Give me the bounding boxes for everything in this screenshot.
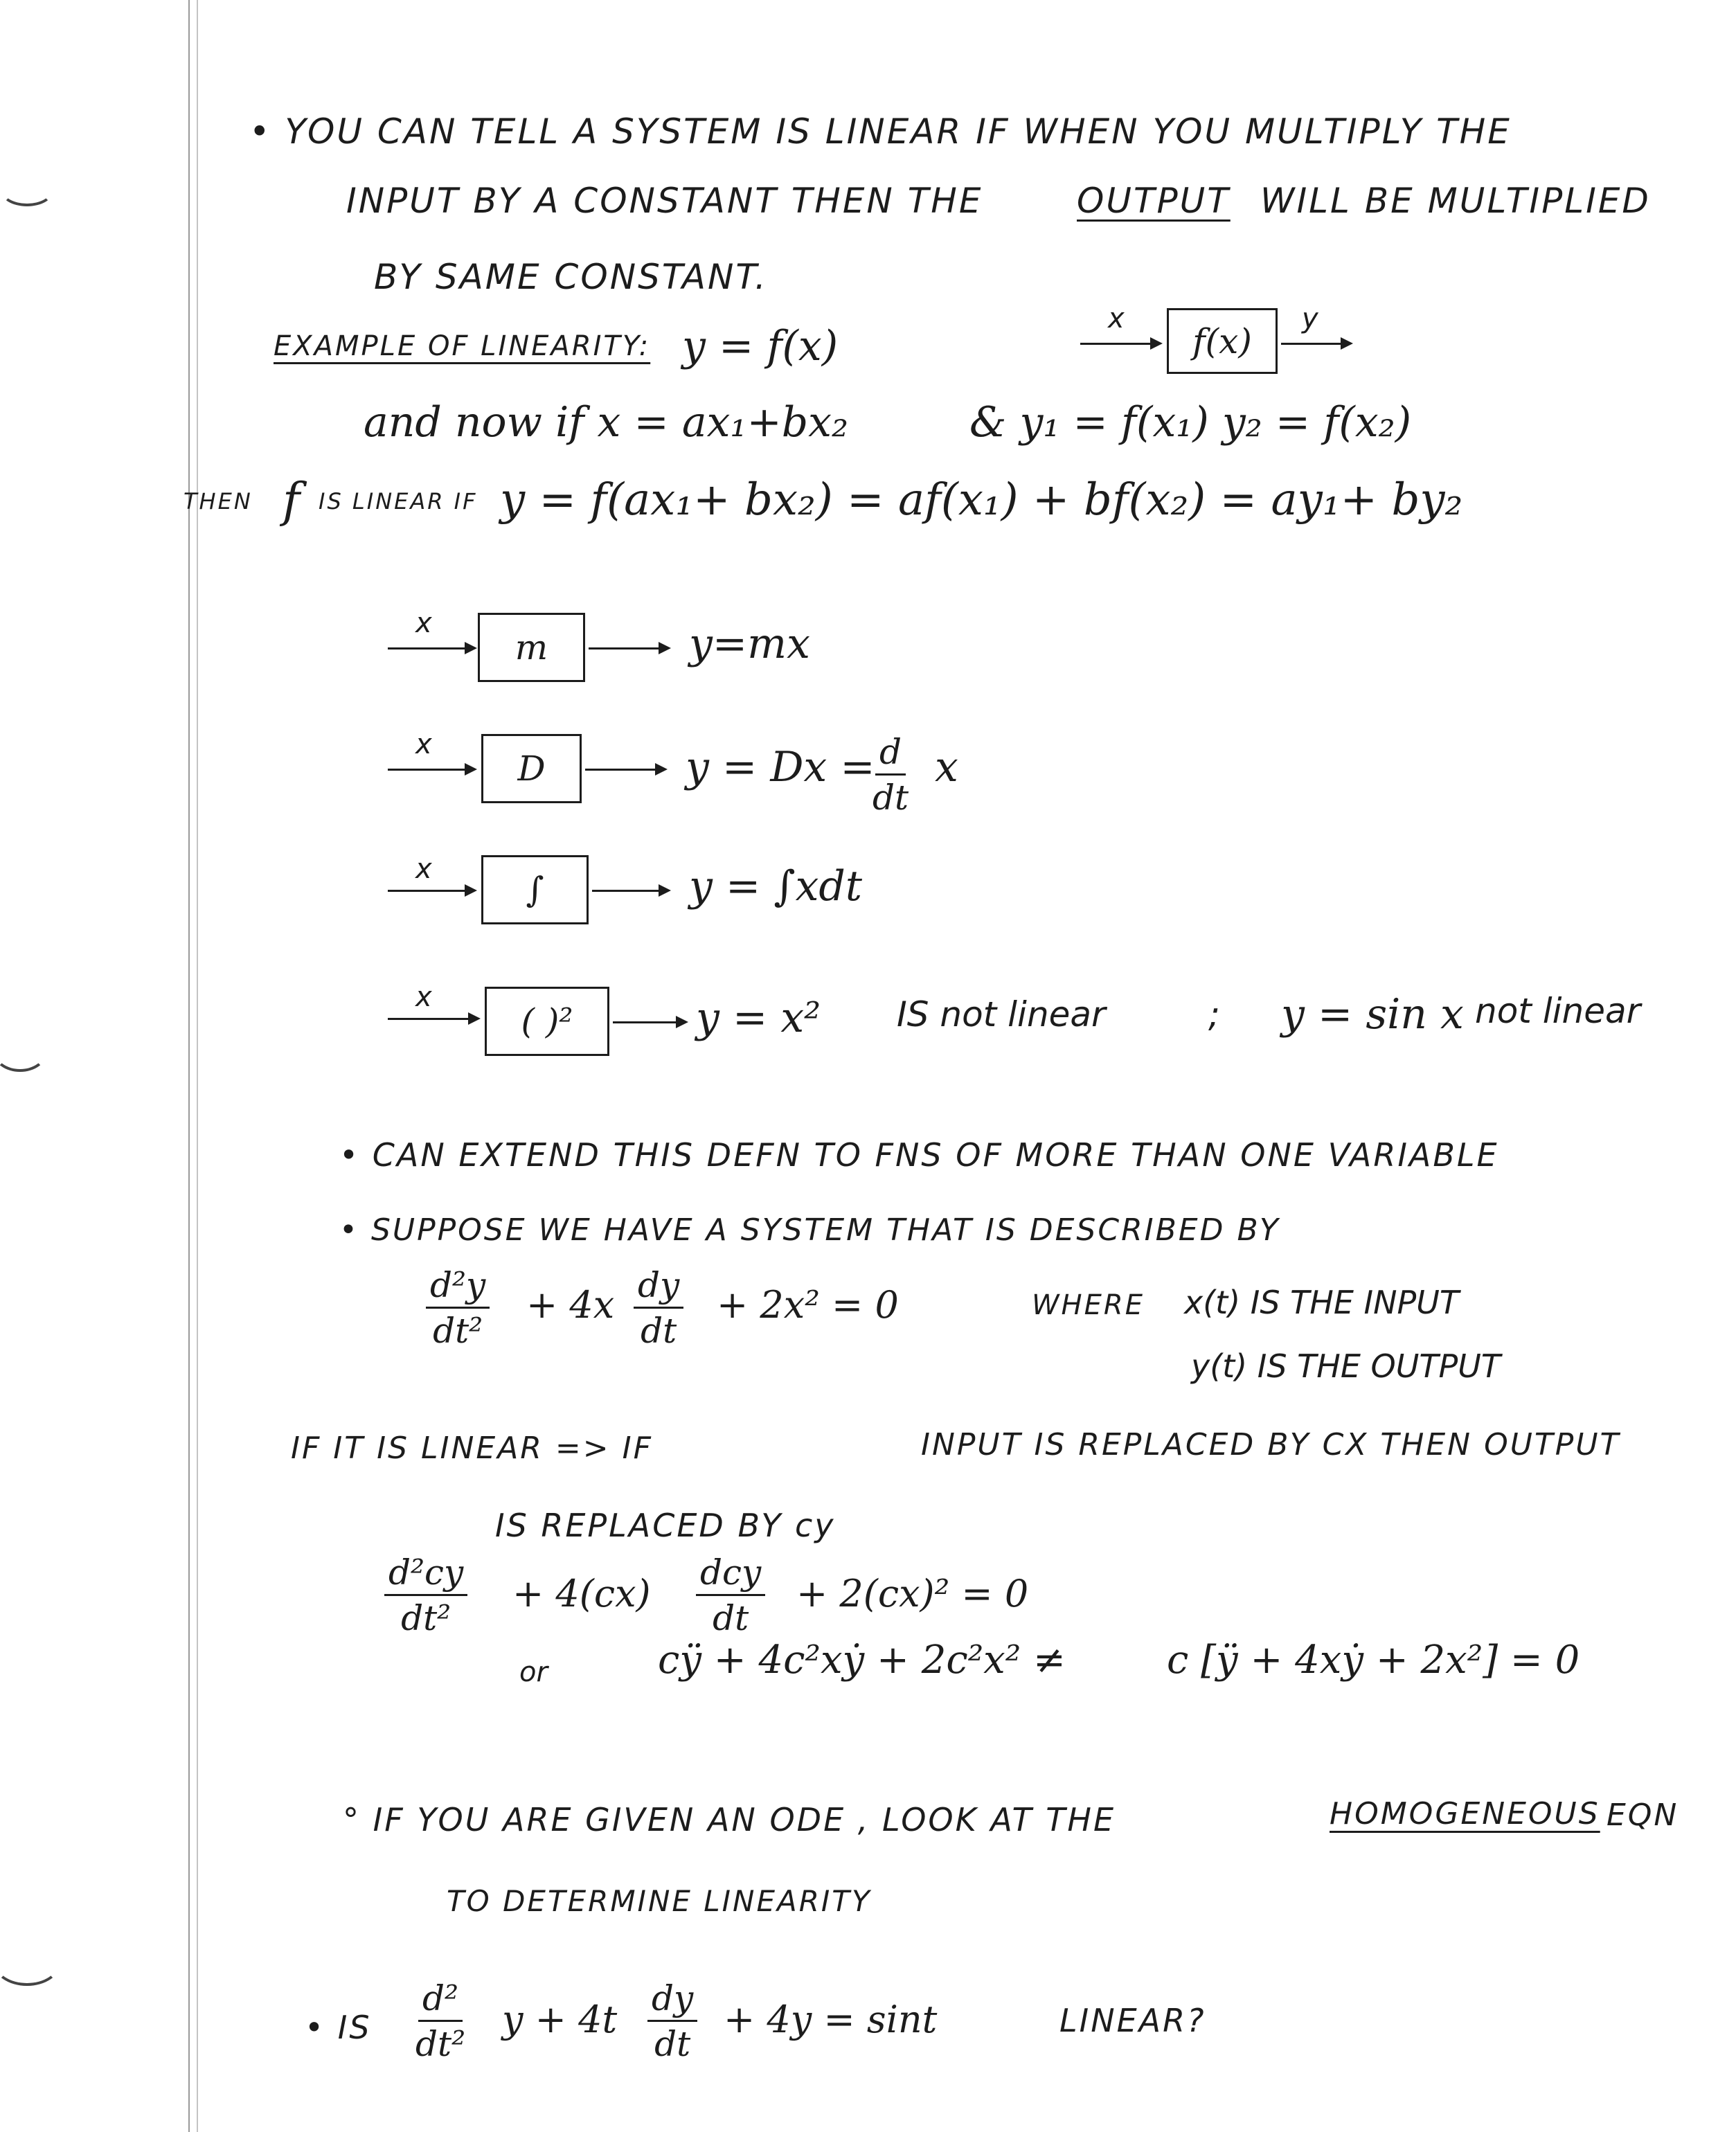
eq1-end: + 2x² = 0: [717, 1283, 899, 1327]
ode-eqn: EQN: [1607, 1798, 1679, 1833]
superposition-outputs: & y₁ = f(x₁) y₂ = f(x₂): [969, 398, 1412, 447]
block-m-output-arrow: [589, 647, 668, 650]
block-m-input-label: x: [415, 607, 432, 639]
block-m-output-eq: y=mx: [689, 620, 810, 668]
frac-den: dt: [713, 1597, 749, 1638]
sin-example: y = sin x: [1281, 990, 1464, 1039]
linearity-condition-equation: y = f(ax₁+ bx₂) = af(x₁) + bf(x₂) = ay₁+ by₂: [500, 474, 1463, 526]
frac-num: d²y: [426, 1267, 490, 1309]
block-int-input-arrow: [388, 890, 474, 892]
question-second-derivative: [415, 1980, 465, 2062]
frac-den: dt²: [401, 1597, 451, 1638]
block-d-output-eq: y = Dx =: [686, 743, 875, 791]
frac-num: d²cy: [384, 1555, 467, 1596]
left-margin-line: [188, 0, 190, 2132]
block-d-box: D: [481, 734, 582, 803]
underlined-homogeneous: HOMOGENEOUS: [1330, 1796, 1600, 1831]
line-linearity-intro: • YOU CAN TELL A SYSTEM IS LINEAR IF WHEN YOU MULTIPLY THE: [249, 111, 1512, 152]
block-int-box: ∫: [481, 855, 589, 924]
example-equation: y = f(x): [682, 322, 839, 370]
sin-not-linear: not linear: [1475, 991, 1641, 1031]
not-linear-note: IS not linear: [897, 994, 1106, 1034]
left-margin-line-2: [197, 0, 198, 2132]
block-sq-output-arrow: [613, 1021, 686, 1023]
block-int-output-eq: y = ∫xdt: [689, 862, 862, 911]
line-multiplied: WILL BE MULTIPLIED: [1260, 181, 1651, 221]
block-int-input-label: x: [415, 853, 432, 885]
fx-diagram-input-arrow: [1080, 343, 1160, 345]
line-input-constant: INPUT BY A CONSTANT THEN THE: [346, 181, 983, 221]
question-linear: LINEAR?: [1059, 2002, 1206, 2039]
line-same-constant: BY SAME CONSTANT.: [374, 257, 768, 297]
semicolon: ;: [1208, 994, 1220, 1034]
block-d-derivative-fraction: [873, 734, 909, 816]
then-is-linear: IS LINEAR IF: [319, 488, 478, 514]
page-edge-mark-1: [0, 173, 54, 206]
block-d-output-arrow: [585, 769, 665, 771]
suppose-system: • SUPPOSE WE HAVE A SYSTEM THAT IS DESCRIBED BY: [339, 1212, 1280, 1248]
output-replaced-line: IS REPLACED BY cy: [495, 1507, 836, 1544]
question-prefix: • IS: [305, 2009, 372, 2046]
eq2-mid: + 4(cx): [512, 1572, 651, 1615]
then-f: f: [283, 474, 301, 528]
block-sq-box: ( )²: [485, 987, 609, 1056]
underlined-output: OUTPUT: [1077, 181, 1231, 221]
frac-num: d²: [418, 1980, 463, 2022]
where-label: WHERE: [1032, 1289, 1145, 1321]
eq3-factored: c [ÿ + 4xẏ + 2x²] = 0: [1167, 1638, 1580, 1683]
input-replaced-line: INPUT IS REPLACED BY CX THEN OUTPUT: [921, 1427, 1621, 1462]
block-d-input-arrow: [388, 769, 474, 771]
fx-diagram-box: f(x): [1167, 308, 1278, 374]
fx-diagram-output-arrow: [1281, 343, 1350, 345]
eq2-first-derivative-frac: [696, 1552, 765, 1638]
eq3-expanded: cÿ + 4c²xẏ + 2c²x² ≠: [658, 1638, 1066, 1683]
frac-den: dt: [654, 2023, 691, 2064]
block-sq-output-eq: y = x²: [696, 994, 821, 1042]
frac-num: d: [875, 734, 906, 776]
frac-den: dt: [641, 1310, 677, 1351]
frac-num: dy: [647, 1980, 697, 2022]
block-m-input-arrow: [388, 647, 474, 650]
where-input: x(t) IS THE INPUT: [1184, 1284, 1460, 1321]
block-sq-input-arrow: [388, 1018, 478, 1020]
extend-definition: • CAN EXTEND THIS DEFN TO FNS OF MORE THAN ONE VARIABLE: [339, 1136, 1499, 1174]
ode-line-1: ° IF YOU ARE GIVEN AN ODE , LOOK AT THE: [343, 1801, 1116, 1838]
superposition-setup: and now if x = ax₁+bx₂: [364, 398, 849, 447]
block-int-output-arrow: [592, 890, 668, 892]
block-m-box: m: [478, 613, 585, 682]
frac-num: dcy: [696, 1555, 765, 1596]
frac-den: dt: [873, 777, 909, 818]
question-end: + 4y = sint: [724, 1998, 938, 2041]
block-d-tail: x: [935, 743, 958, 791]
example-label: EXAMPLE OF LINEARITY:: [274, 330, 651, 362]
block-d-input-label: x: [415, 728, 432, 760]
frac-num: dy: [634, 1267, 683, 1309]
frac-den: dt²: [433, 1310, 483, 1351]
eq1-first-derivative: [634, 1267, 683, 1349]
then-prefix: THEN: [184, 488, 253, 514]
or-label: or: [519, 1656, 548, 1688]
if-linear-line: IF IT IS LINEAR => IF: [291, 1431, 653, 1466]
page-edge-mark-3: [0, 1939, 61, 1986]
question-y: y + 4t: [502, 1998, 618, 2041]
question-first-derivative: [647, 1980, 697, 2062]
eq2-second-derivative: [384, 1552, 467, 1638]
eq1-mid: + 4x: [526, 1283, 615, 1327]
eq1-second-derivative: [426, 1267, 490, 1349]
eq2-end: + 2(cx)² = 0: [796, 1572, 1029, 1615]
frac-den: dt²: [415, 2023, 466, 2064]
fx-diagram-output-label: y: [1302, 303, 1318, 334]
page-edge-mark-2: [0, 1032, 47, 1072]
block-sq-input-label: x: [415, 981, 432, 1013]
fx-diagram-input-label: x: [1108, 303, 1125, 334]
ode-line-2: TO DETERMINE LINEARITY: [447, 1884, 872, 1918]
where-output: y(t) IS THE OUTPUT: [1191, 1347, 1501, 1385]
